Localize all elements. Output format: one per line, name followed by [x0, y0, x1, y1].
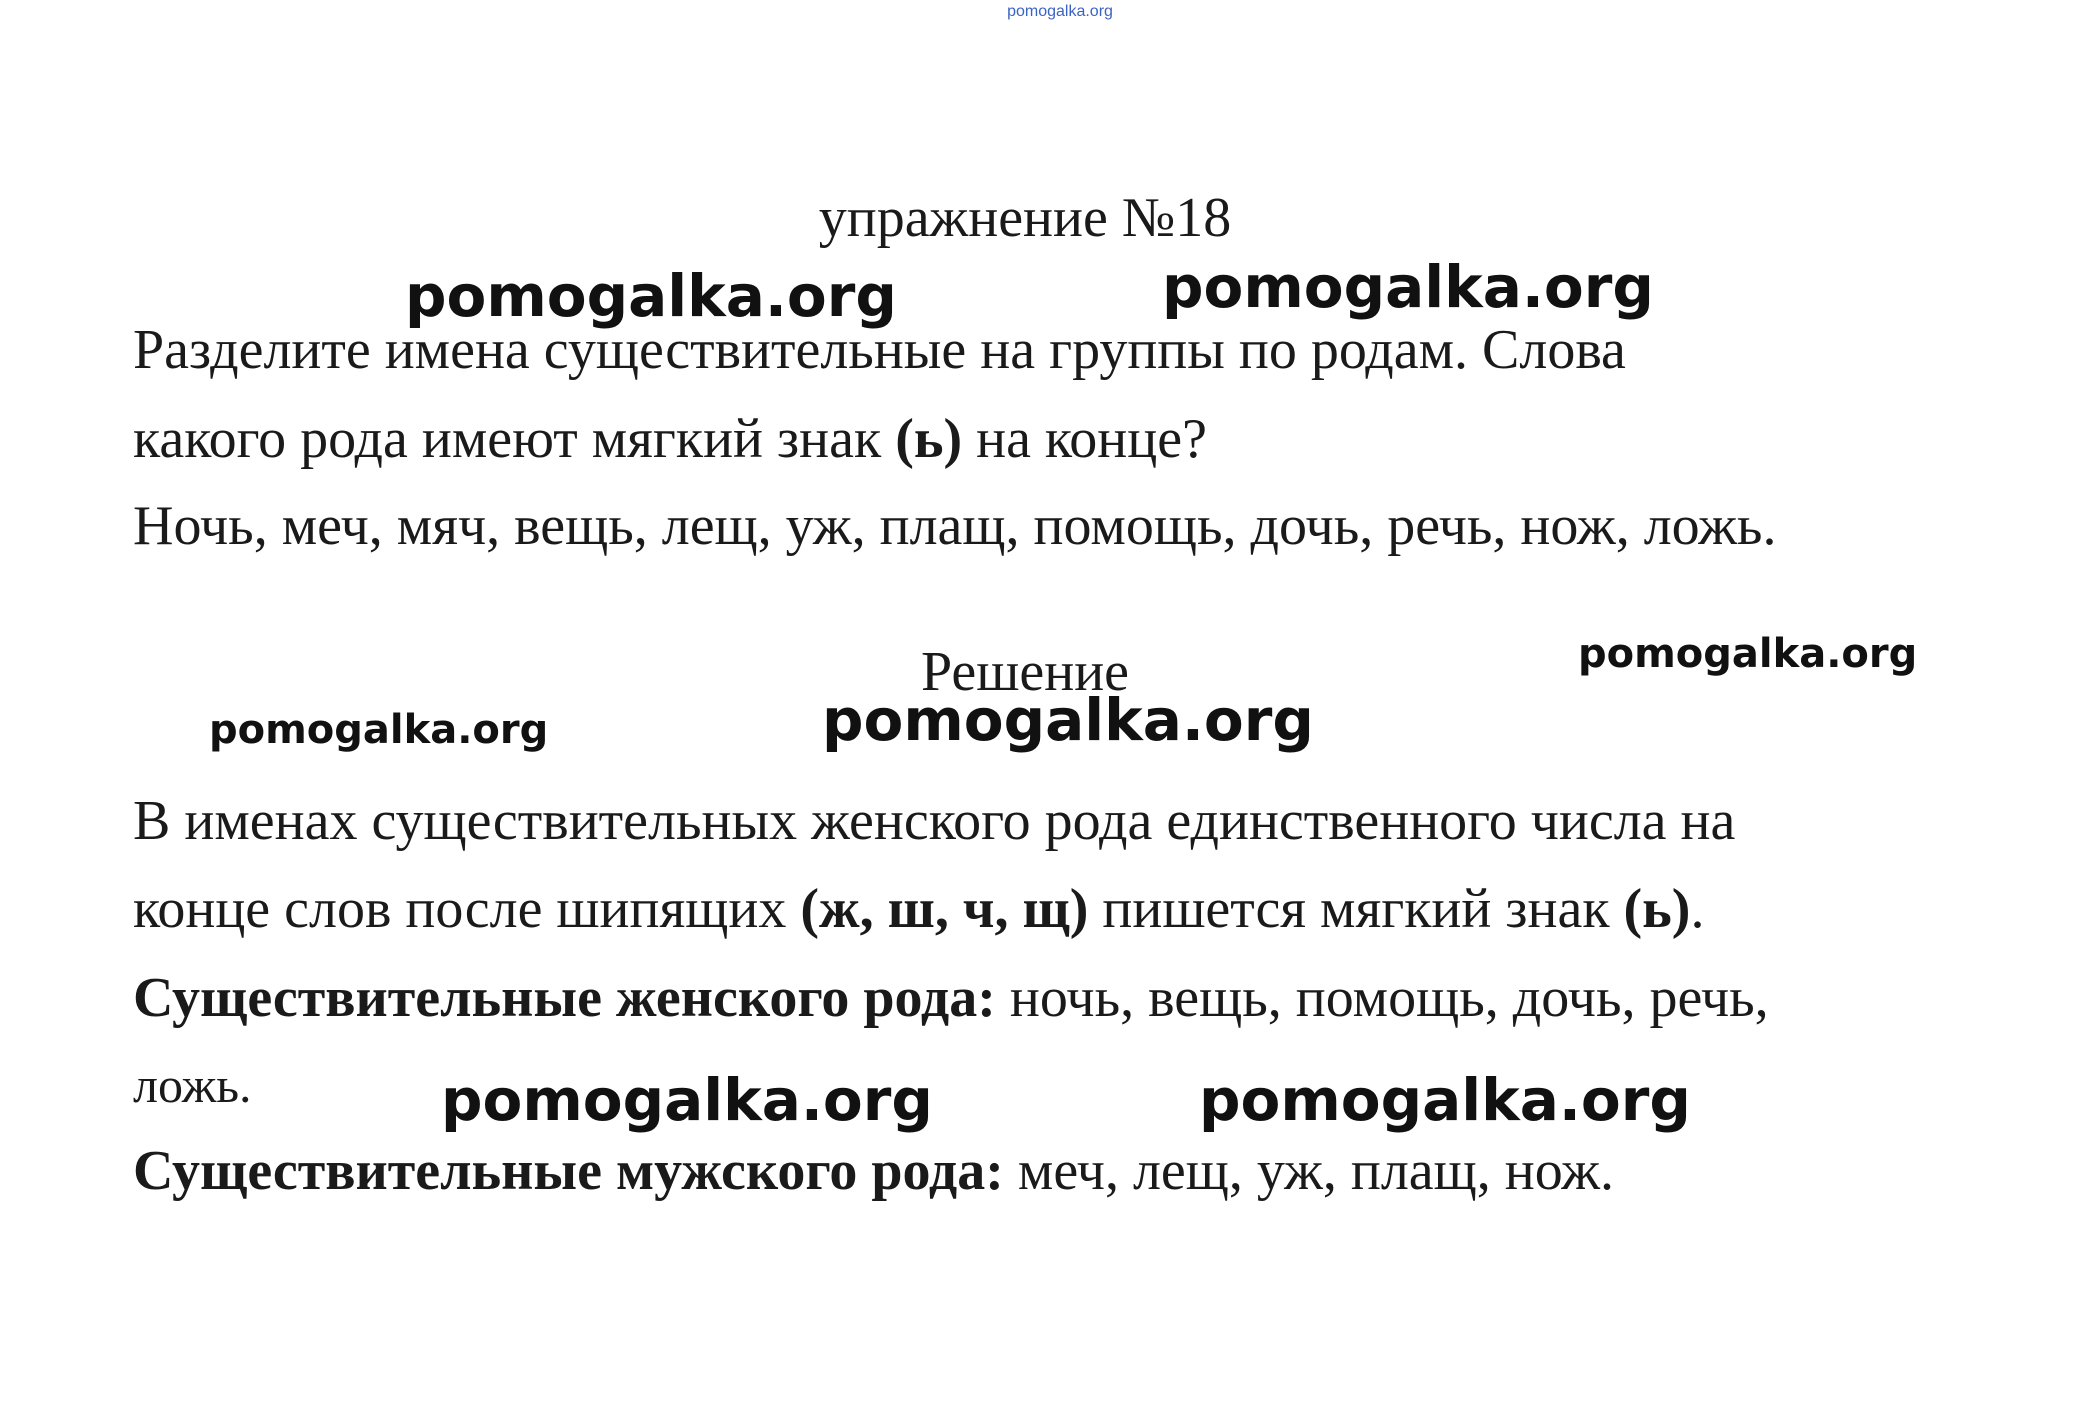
watermark: pomogalka.org — [1199, 1066, 1691, 1134]
site-header-mark: pomogalka.org — [1007, 3, 1113, 20]
sibilants-bold: (ж, ш, ч, щ) — [800, 878, 1089, 940]
soft-sign-bold: (ь) — [895, 408, 963, 470]
masculine-answer-line — [133, 1139, 1614, 1203]
feminine-answer-line — [133, 966, 1769, 1030]
rule-text-part: . — [1690, 878, 1705, 940]
watermark: pomogalka.org — [822, 686, 1314, 754]
task-text-line-1: Разделите имена существительные на группы по родам. Слова — [133, 319, 1626, 381]
watermark: pomogalka.org — [405, 262, 897, 330]
task-text-part: на конце? — [962, 408, 1207, 470]
feminine-answer-continuation: ложь. — [133, 1057, 252, 1113]
feminine-label: Существительные женского рода: — [133, 967, 996, 1029]
feminine-words: ночь, вещь, помощь, дочь, речь, — [995, 967, 1769, 1029]
solution-title: Решение — [920, 641, 1130, 703]
rule-text-part: конце слов после шипящих — [133, 878, 801, 940]
watermark: pomogalka.org — [1578, 631, 1918, 677]
masculine-label: Существительные мужского рода: — [133, 1140, 1004, 1202]
watermark: pomogalka.org — [209, 707, 549, 753]
watermark: pomogalka.org — [441, 1066, 933, 1134]
masculine-words: меч, лещ, уж, плащ, нож. — [1003, 1140, 1614, 1202]
task-text-line-2 — [133, 407, 1207, 471]
rule-text-part: пишется мягкий знак — [1088, 878, 1624, 940]
task-text-part: какого рода имеют мягкий знак — [133, 408, 896, 470]
watermark: pomogalka.org — [1162, 253, 1654, 321]
exercise-title: упражнение №18 — [818, 187, 1232, 249]
soft-sign-bold: (ь) — [1623, 878, 1691, 940]
rule-text-line-1: В именах существительных женского рода единственного числа на — [133, 790, 1736, 852]
task-word-list: Ночь, меч, мяч, вещь, лещ, уж, плащ, помощь, дочь, речь, нож, ложь. — [133, 495, 1777, 557]
rule-text-line-2 — [133, 877, 1704, 941]
